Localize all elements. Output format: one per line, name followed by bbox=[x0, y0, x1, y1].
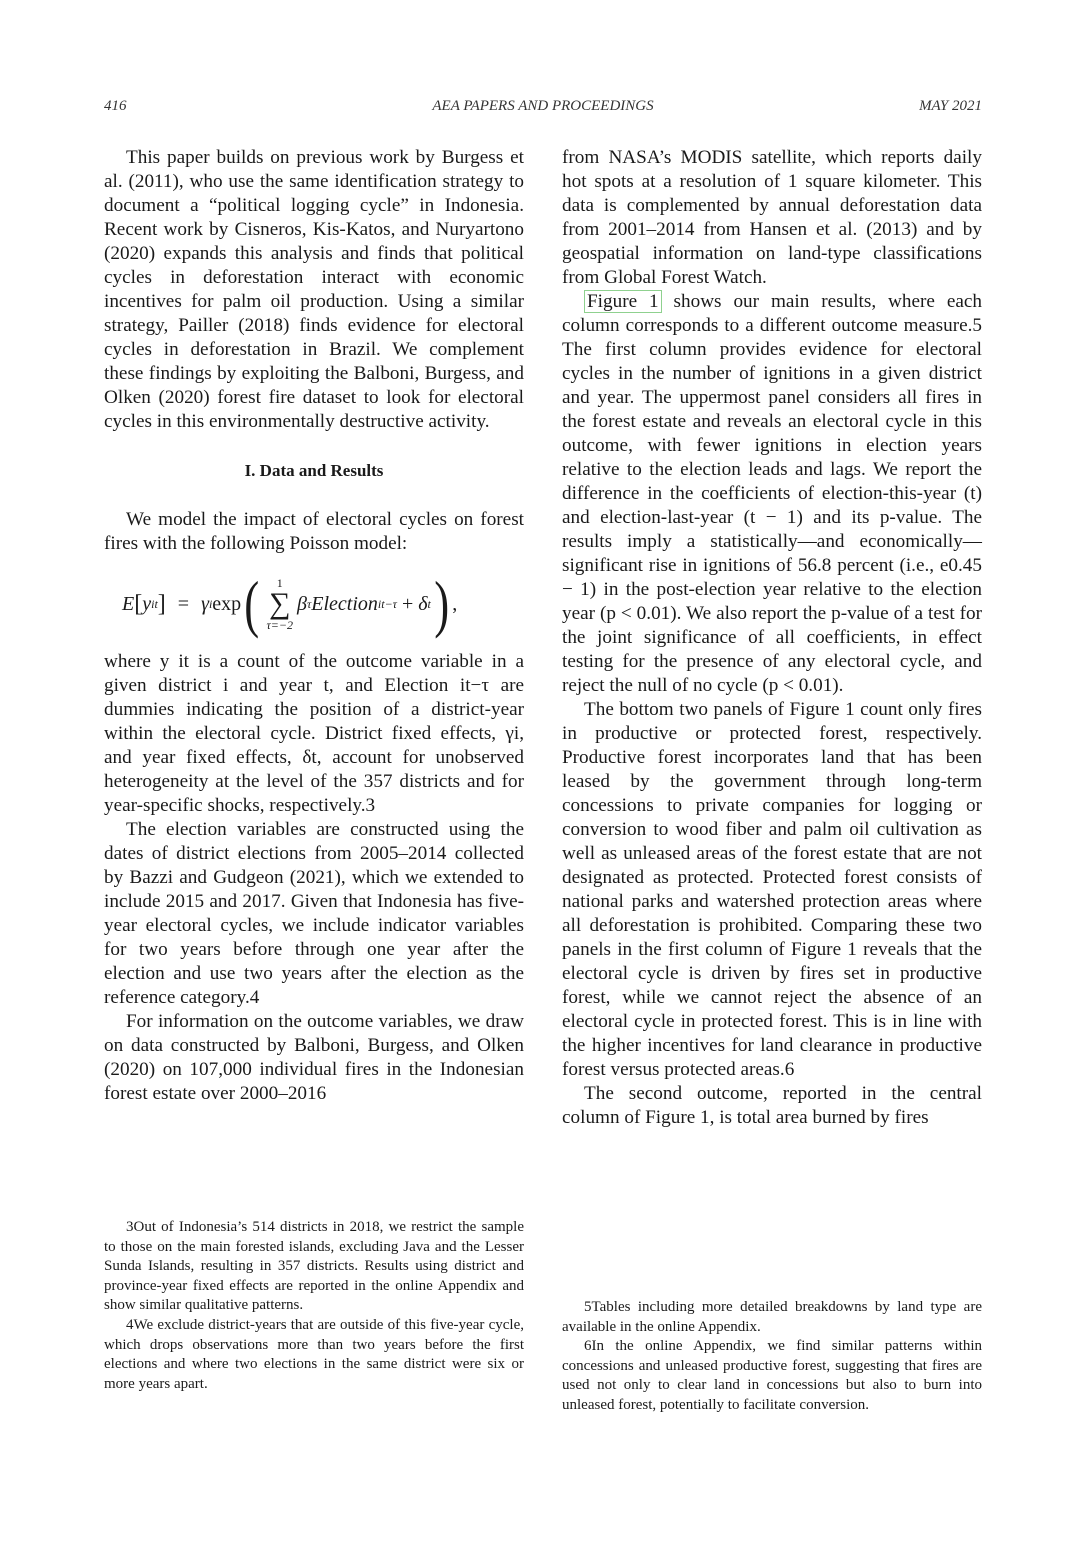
eq-sum-bottom: τ=−2 bbox=[266, 618, 293, 632]
eq-gamma-sub: i bbox=[208, 596, 213, 611]
eq-right-paren: ) bbox=[434, 568, 450, 639]
figure-1-link[interactable]: Figure 1 bbox=[584, 290, 662, 313]
right-column bbox=[562, 146, 982, 1130]
footnote-3: 3Out of Indonesia’s 514 districts in 2018, we restrict the sample to those on the main forested islands, excluding Java and the Lesser Sunda Islands, resulting in 357 districts. Results using district and province-year fixed effects are reported in the online Appendix and show similar qualitative patterns. bbox=[104, 1219, 524, 1314]
eq-beta-sub: τ bbox=[306, 596, 312, 611]
left-column bbox=[104, 146, 524, 1106]
eq-sum-top: 1 bbox=[276, 576, 283, 590]
footnote-6: 6In the online Appendix, we find similar patterns within concessions and unleased productive forest, suggesting that fires are used not only to clear land in concessions but also to burn into unleased forest, potentially to facilitate conversion. bbox=[562, 1338, 982, 1413]
eq-left-paren: ( bbox=[244, 568, 260, 639]
footnote-5: 5Tables including more detailed breakdowns by land type are available in the online Appendix. bbox=[562, 1299, 982, 1335]
eq-summation bbox=[267, 577, 294, 631]
paragraph: The second outcome, reported in the central column of Figure 1, is total area burned by fires bbox=[562, 1083, 982, 1128]
paragraph-text: shows our main results, where each column corresponds to a different outcome measure.5 The first column provides evidence for electoral cycles in the number of ignitions in a given district and year. The uppermost panel considers all fires in the forest estate and reveals an electoral cycle in this outcome, with fewer ignitions in election years relative to the election leads and lags. We report the difference in the coefficients of election-this-year (t) and election-last-year (t − 1) and its p-value. The results imply a statistically—and economically—significant rise in ignitions of 56.8 percent (i.e., e0.45 − 1) in the post-election year relative to the election year (p < 0.01). We also report the p-value of a test for the joint significance of all coefficients, in effect testing for the presence of any electoral cycle, and reject the null of no cycle (p < 0.01). bbox=[562, 291, 982, 696]
footnotes-right bbox=[562, 1298, 982, 1416]
paragraph: For information on the outcome variables, we draw on data constructed by Balboni, Burgess, and Olken (2020) on 107,000 individual fires in the Indonesian forest estate over 2000–2016 bbox=[104, 1011, 524, 1104]
section-heading: I. Data and Results bbox=[244, 461, 384, 480]
eq-plus: + bbox=[401, 592, 414, 615]
paragraph: We model the impact of electoral cycles on forest fires with the following Poisson model: bbox=[104, 509, 524, 554]
page-number: 416 bbox=[104, 98, 127, 114]
eq-election: Election bbox=[311, 592, 378, 615]
eq-election-sub: it−τ bbox=[377, 596, 397, 611]
eq-delta: δ bbox=[418, 592, 428, 615]
eq-gamma: γ bbox=[201, 592, 209, 615]
eq-beta: β bbox=[297, 592, 307, 615]
poisson-equation: E [ y it ] = γ i exp ( 1 ∑ τ=−2 β τ Election it−τ + δ t ) , bbox=[122, 568, 458, 639]
footnotes-left bbox=[104, 1218, 524, 1394]
paragraph: where y it is a count of the outcome variable in a given district i and year t, and Election it−τ are dummies indicating the position of a district-year within the electoral cycle. District fixed effects, γi, and year fixed effects, δt, account for unobserved heterogeneity at the level of the 357 districts and for year-specific shocks, respectively.3 bbox=[104, 651, 524, 816]
eq-y-sub: it bbox=[151, 596, 158, 611]
paragraph: This paper builds on previous work by Burgess et al. (2011), who use the same identification strategy to document a “political logging cycle” in Indonesia. Recent work by Cisneros, Kis-Katos, and Nuryartono (2020) expands this analysis and finds that political cycles in deforestation interact with economic incentives for palm oil production. Using a similar strategy, Pailler (2018) finds evidence for electoral cycles in deforestation in Brazil. We complement these findings by exploiting the Balboni, Burgess, and Olken (2020) forest fire dataset to look for electoral cycles in this environmentally destructive activity. bbox=[104, 147, 524, 432]
paragraph: The bottom two panels of Figure 1 count only fires in productive or protected forest, respectively. Productive forest incorporates land that has been leased by the government through long-term concessions to private companies for logging or conversion to wood fiber and palm oil cultivation as well as unleased areas of the forest estate that are not designated as protected. Protected forest consists of national parks and watershed protection areas where all deforestation is prohibited. Comparing these two panels in the first column of Figure 1 reveals that the electoral cycle is driven by fires set in productive forest, while we cannot reject the absence of an electoral cycle in protected forest. This is in line with the higher incentives for land clearance in productive forest versus protected areas.6 bbox=[562, 699, 982, 1080]
eq-y: y bbox=[142, 592, 152, 615]
eq-delta-sub: t bbox=[427, 596, 431, 611]
running-head bbox=[104, 98, 982, 120]
paragraph: The election variables are constructed using the dates of district elections from 2005–2014 collected by Bazzi and Gudgeon (2021), which we extended to include 2015 and 2017. Given that Indonesia has five-year electoral cycles, we include indicator variables for two years before through one year after the election and use two years after the election as the reference category.4 bbox=[104, 819, 524, 1008]
eq-exp: exp bbox=[212, 592, 242, 615]
eq-E: E bbox=[122, 592, 135, 615]
issue-date: MAY 2021 bbox=[919, 98, 982, 114]
eq-sum-sign: ∑ bbox=[269, 587, 291, 620]
paragraph bbox=[562, 290, 982, 698]
eq-equals: = bbox=[177, 592, 190, 615]
paragraph: from NASA’s MODIS satellite, which reports daily hot spots at a resolution of 1 square kilometer. This data is complemented by annual deforestation data from 2001–2014 from Hansen et al. (2013) and by geospatial information on land-type classifications from Global Forest Watch. bbox=[562, 147, 982, 288]
footnote-4: 4We exclude district-years that are outside of this five-year cycle, which drops observations more than two years before the first elections and where two elections in the same district were six or more years apart. bbox=[104, 1316, 524, 1392]
eq-comma: , bbox=[452, 592, 458, 615]
journal-title: AEA PAPERS AND PROCEEDINGS bbox=[432, 98, 654, 114]
